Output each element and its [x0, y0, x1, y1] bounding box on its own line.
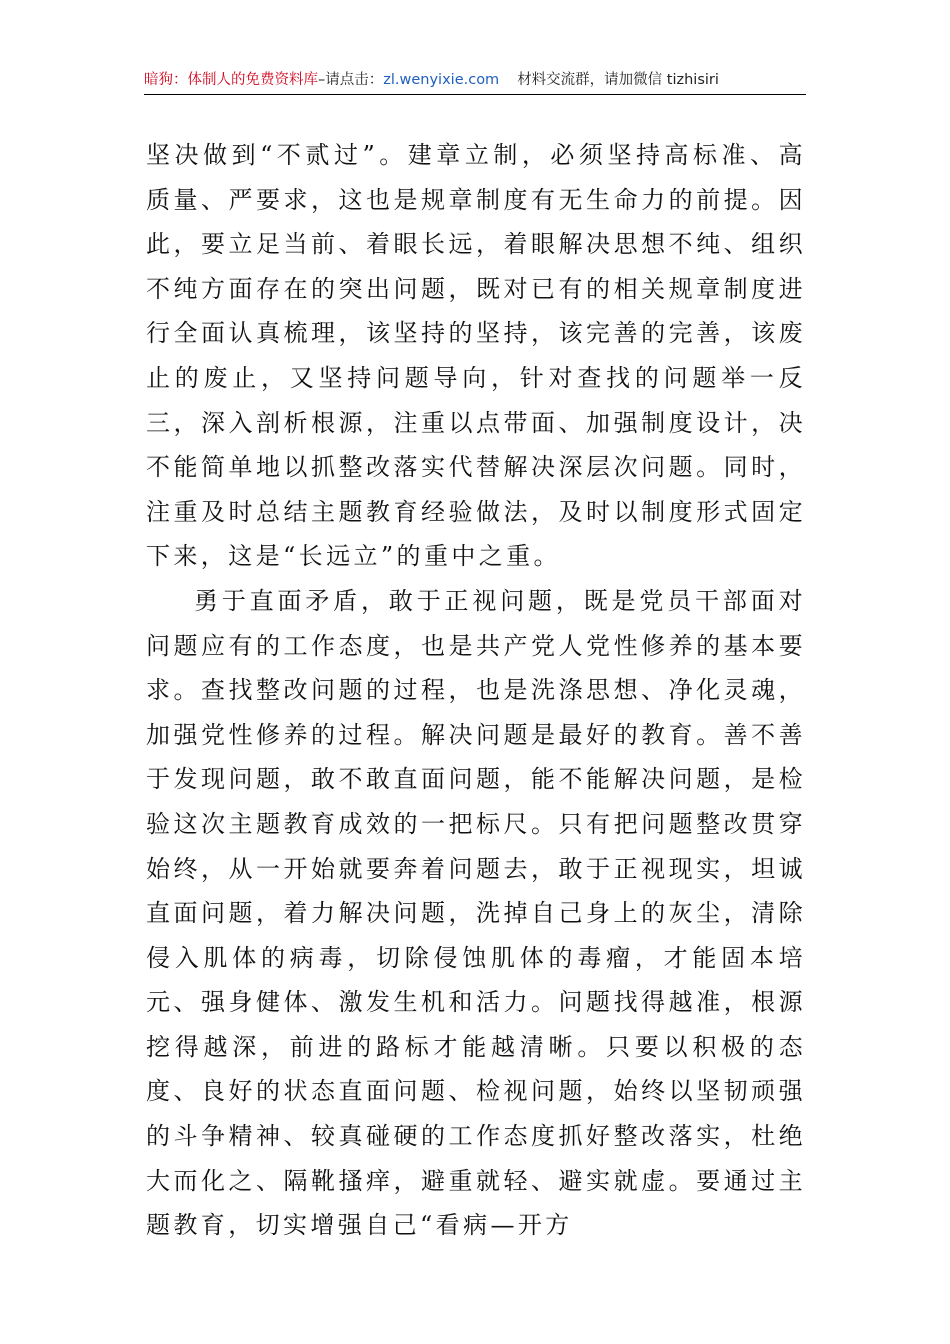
- header-wechat-note: 材料交流群，请加微信 tizhisiri: [517, 72, 719, 88]
- page-header: [144, 66, 806, 95]
- document-body: [146, 133, 806, 1248]
- paragraph-continued: 坚决做到“不贰过”。建章立制，必须坚持高标准、高质量、严要求，这也是规章制度有无生命力的前提。因此，要立足当前、着眼长远，着眼解决思想不纯、组织不纯方面存在的突出问题，既对已有的相关规章制度进行全面认真梳理，该坚持的坚持，该完善的完善，该废止的废止，又坚持问题导向，针对查找的问题举一反三，深入剖析根源，注重以点带面、加强制度设计，决不能简单地以抓整改落实代替解决深层次问题。同时，注重及时总结主题教育经验做法，及时以制度形式固定下来，这是“长远立”的重中之重。: [146, 141, 806, 571]
- header-prompt: –请点击：: [318, 72, 384, 88]
- header-brand: 暗狗：体制人的免费资料库: [144, 72, 318, 88]
- paragraph: 勇于直面矛盾，敢于正视问题，既是党员干部面对问题应有的工作态度，也是共产党人党性修养的基本要求。查找整改问题的过程，也是洗涤思想、净化灵魂，加强党性修养的过程。解决问题是最好的教育。善不善于发现问题，敢不敢直面问题，能不能解决问题，是检验这次主题教育成效的一把标尺。只有把问题整改贯穿始终，从一开始就要奔着问题去，敢于正视现实，坦诚直面问题，着力解决问题，洗掉自己身上的灰尘，清除侵入肌体的病毒，切除侵蚀肌体的毒瘤，才能固本培元、强身健体、激发生机和活力。问题找得越准，根源挖得越深，前进的路标才能越清晰。只要以积极的态度、良好的状态直面问题、检视问题，始终以坚韧顽强的斗争精神、较真碰硬的工作态度抓好整改落实，杜绝大而化之、隔靴搔痒，避重就轻、避实就虚。要通过主题教育，切实增强自己“看病—开方: [146, 586, 806, 1240]
- header-link[interactable]: zl.wenyixie.com: [383, 72, 500, 88]
